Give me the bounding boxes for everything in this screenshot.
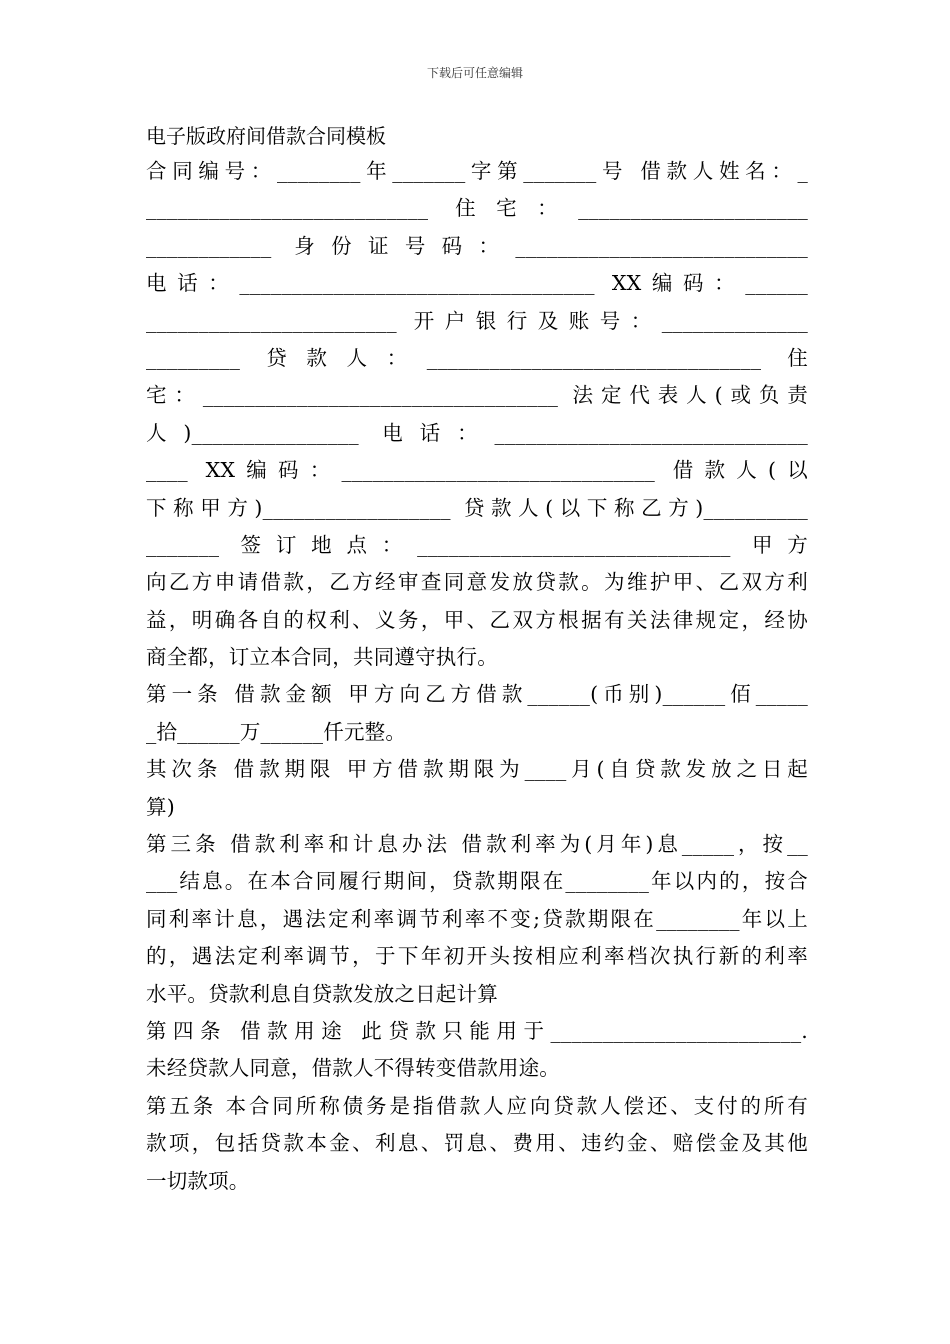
body-line: 未经贷款人同意，借款人不得转变借款用途。 [146,1056,560,1081]
body-line: 一切款项。 [146,1168,250,1193]
body-line: 向乙方申请借款，乙方经审查同意发放贷款。为维护甲、乙双方利 [146,570,808,595]
page-header: 下载后可任意编辑 [426,66,523,80]
body-line: 人)________________ 电话：______________________________ [146,420,808,445]
body-line: ___结息。在本合同履行期间，贷款期限在________年以内的，按合 [146,869,808,894]
article-1-line: 第一条 借款金额 甲方向乙方借款______(币别)______佰_____ [146,682,808,707]
article-2-line: 其次条 借款期限 甲方借款期限为____月(自贷款发放之日起 [146,757,808,782]
body-line: 宅：__________________________________ 法定代表人(或负责 [146,383,808,408]
body-line: ____ XX编码：______________________________ 借款人(以 [146,458,808,483]
document-body [146,153,808,1200]
article-3-line: 第三条 借款利率和计息办法 借款利率为(月年)息_____，按__ [146,832,808,857]
article-5-line: 第五条 本合同所称债务是指借款人应向贷款人偿还、支付的所有 [146,1093,808,1118]
body-line: 合同编号：________年_______字第_______号 借款人姓名：_ [146,159,808,183]
body-line: 下称甲方)__________________ 贷款人(以下称乙方)__________ [146,495,808,520]
body-line: 同利率计息，遇法定利率调节利率不变;贷款期限在________年以上 [146,906,808,931]
body-line: 水平。贷款利息自贷款发放之日起计算 [146,981,498,1006]
body-line: 的，遇法定利率调节，于下年初开头按相应利率档次执行新的利率 [146,944,808,969]
body-line: ___________________________ 住宅：______________________ [146,196,808,221]
body-line: 款项，包括贷款本金、利息、罚息、费用、违约金、赔偿金及其他 [146,1131,808,1156]
body-line: 电话：__________________________________ XX编码：______ [146,271,808,296]
body-line: 商全都，订立本合同，共同遵守执行。 [146,645,498,670]
body-line: 算) [146,794,175,819]
body-line: ____________ 身份证号码：____________________________ [146,233,808,258]
body-line: _拾______万______仟元整。 [146,719,407,744]
body-line: _________ 贷款人：________________________________ 住 [146,345,808,370]
body-line: _______ 签订地点：______________________________ 甲方 [146,532,808,557]
body-line: 益，明确各自的权利、义务，甲、乙双方根据有关法律规定，经协 [146,607,808,632]
article-4-line: 第四条 借款用途 此贷款只能用于________________________. [146,1018,808,1043]
body-line: ________________________ 开户银行及账号：______________ [146,308,808,333]
document-title: 电子版政府间借款合同模板 [146,124,386,148]
